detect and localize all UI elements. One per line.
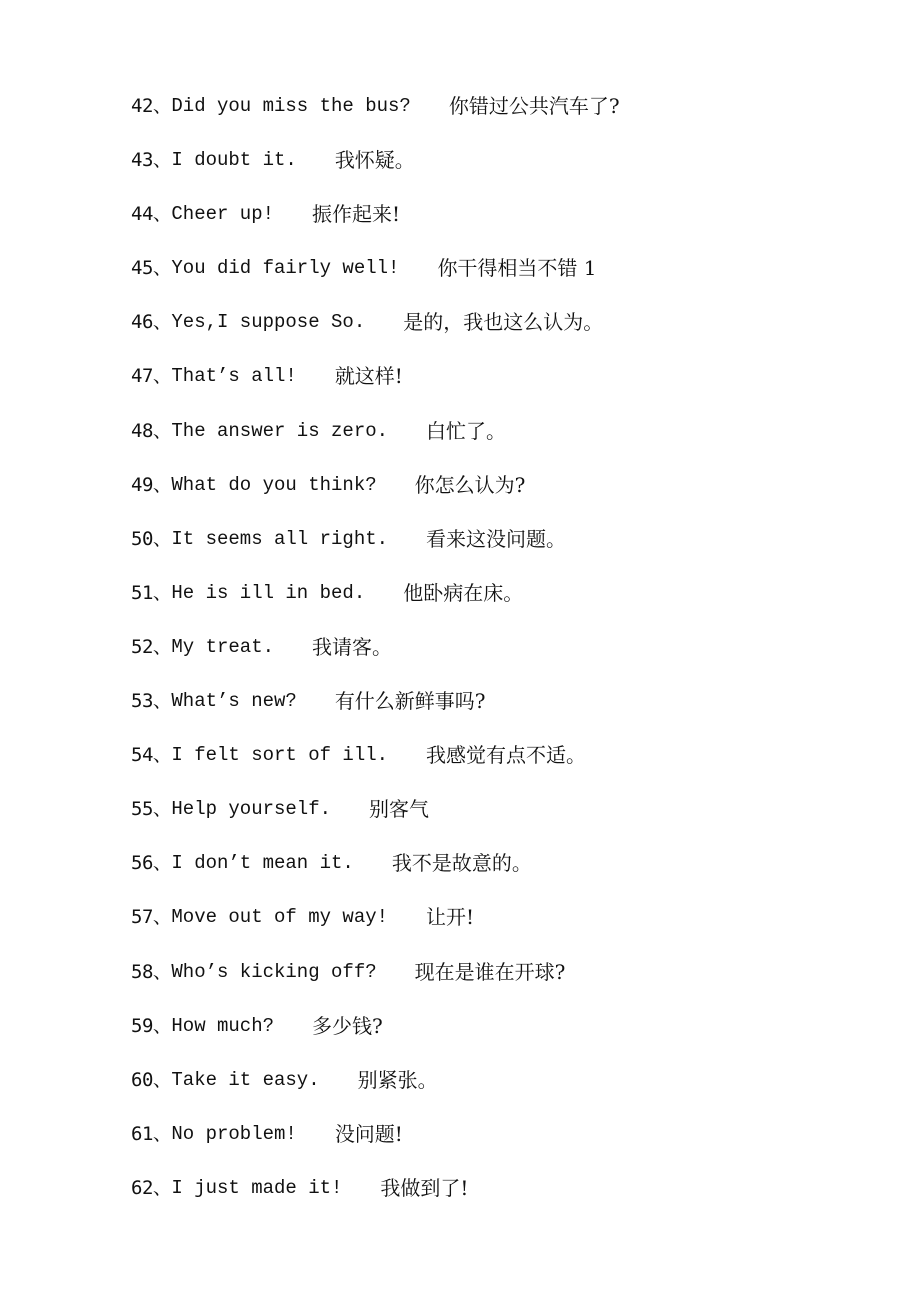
phrase-row	[131, 900, 891, 954]
phrase-chinese: 振作起来!	[312, 202, 401, 227]
phrase-row	[131, 89, 891, 143]
phrase-number: 59、	[131, 1014, 172, 1037]
phrase-row	[131, 684, 891, 738]
phrase-number: 46、	[131, 311, 172, 334]
phrase-number: 54、	[131, 744, 172, 767]
phrase-number: 50、	[131, 527, 172, 550]
phrase-row	[131, 359, 891, 413]
phrase-chinese: 有什么新鲜事吗?	[334, 689, 486, 714]
phrase-chinese: 他卧病在床。	[403, 580, 524, 605]
phrase-english: Cheer up!	[171, 203, 275, 226]
phrase-chinese: 我感觉有点不适。	[426, 743, 587, 768]
phrase-row	[131, 1171, 891, 1225]
phrase-english: My treat.	[171, 635, 275, 658]
phrase-number: 62、	[131, 1176, 172, 1199]
phrase-english: What’s new?	[171, 690, 297, 713]
phrase-english: Yes,I suppose So.	[171, 311, 366, 334]
phrase-number: 58、	[131, 960, 172, 983]
phrase-english: I just made it!	[171, 1176, 343, 1199]
phrase-row	[131, 576, 891, 630]
phrase-chinese: 我做到了!	[380, 1175, 469, 1200]
phrase-english: Move out of my way!	[171, 906, 389, 929]
phrase-english: He is ill in bed.	[171, 581, 366, 604]
phrase-english: Who’s kicking off?	[171, 960, 377, 983]
phrase-english: That’s all!	[171, 365, 297, 388]
phrase-english: What do you think?	[171, 473, 377, 496]
phrase-english: I felt sort of ill.	[171, 744, 389, 767]
phrase-number: 55、	[131, 798, 172, 821]
phrase-row	[131, 846, 891, 900]
phrase-row	[131, 468, 891, 522]
phrase-number: 44、	[131, 203, 172, 226]
phrase-row	[131, 955, 891, 1009]
phrase-english: Take it easy.	[171, 1068, 320, 1091]
phrase-row	[131, 522, 891, 576]
phrase-row	[131, 197, 891, 251]
phrase-chinese: 多少钱?	[312, 1013, 383, 1038]
phrase-number: 48、	[131, 419, 172, 442]
phrase-chinese: 别紧张。	[357, 1067, 438, 1092]
phrase-number: 56、	[131, 852, 172, 875]
phrase-list	[131, 89, 891, 1225]
phrase-chinese: 白忙了。	[426, 418, 507, 443]
phrase-number: 61、	[131, 1122, 172, 1145]
phrase-row	[131, 738, 891, 792]
phrase-row	[131, 251, 891, 305]
phrase-chinese: 我请客。	[312, 634, 393, 659]
phrase-row	[131, 792, 891, 846]
phrase-english: It seems all right.	[171, 527, 389, 550]
phrase-row	[131, 305, 891, 359]
phrase-chinese: 你错过公共汽车了?	[448, 94, 620, 118]
phrase-chinese: 别客气	[369, 797, 430, 822]
phrase-english: Help yourself.	[171, 798, 332, 821]
phrase-chinese: 你怎么认为?	[414, 472, 526, 497]
phrase-row	[131, 143, 891, 197]
phrase-number: 47、	[131, 365, 172, 388]
phrase-number: 53、	[131, 690, 172, 713]
phrase-row	[131, 630, 891, 684]
phrase-chinese: 现在是谁在开球?	[414, 959, 566, 984]
phrase-chinese: 看来这没问题。	[426, 526, 567, 551]
phrase-chinese: 我怀疑。	[334, 148, 415, 173]
phrase-number: 51、	[131, 581, 172, 604]
phrase-row	[131, 1009, 891, 1063]
phrase-english: No problem!	[171, 1122, 297, 1145]
phrase-number: 49、	[131, 473, 172, 496]
phrase-chinese: 是的，我也这么认为。	[403, 310, 604, 335]
phrase-number: 52、	[131, 635, 172, 658]
phrase-english: I doubt it.	[171, 149, 297, 172]
phrase-chinese: 我不是故意的。	[391, 851, 532, 876]
phrase-english: How much?	[171, 1014, 275, 1037]
phrase-chinese: 你干得相当不错 1	[437, 256, 597, 281]
phrase-english: Did you miss the bus?	[171, 95, 411, 117]
phrase-row	[131, 414, 891, 468]
phrase-number: 57、	[131, 906, 172, 929]
phrase-chinese: 没问题!	[334, 1121, 403, 1146]
phrase-english: You did fairly well!	[171, 257, 400, 280]
phrase-english: I don’t mean it.	[171, 852, 354, 875]
phrase-number: 60、	[131, 1068, 172, 1091]
phrase-number: 43、	[131, 149, 172, 172]
phrase-number: 45、	[131, 257, 172, 280]
phrase-chinese: 就这样!	[334, 364, 403, 389]
phrase-row	[131, 1063, 891, 1117]
phrase-row	[131, 1117, 891, 1171]
phrase-number: 42、	[131, 95, 172, 117]
phrase-english: The answer is zero.	[171, 419, 389, 442]
phrase-chinese: 让开!	[426, 905, 475, 930]
